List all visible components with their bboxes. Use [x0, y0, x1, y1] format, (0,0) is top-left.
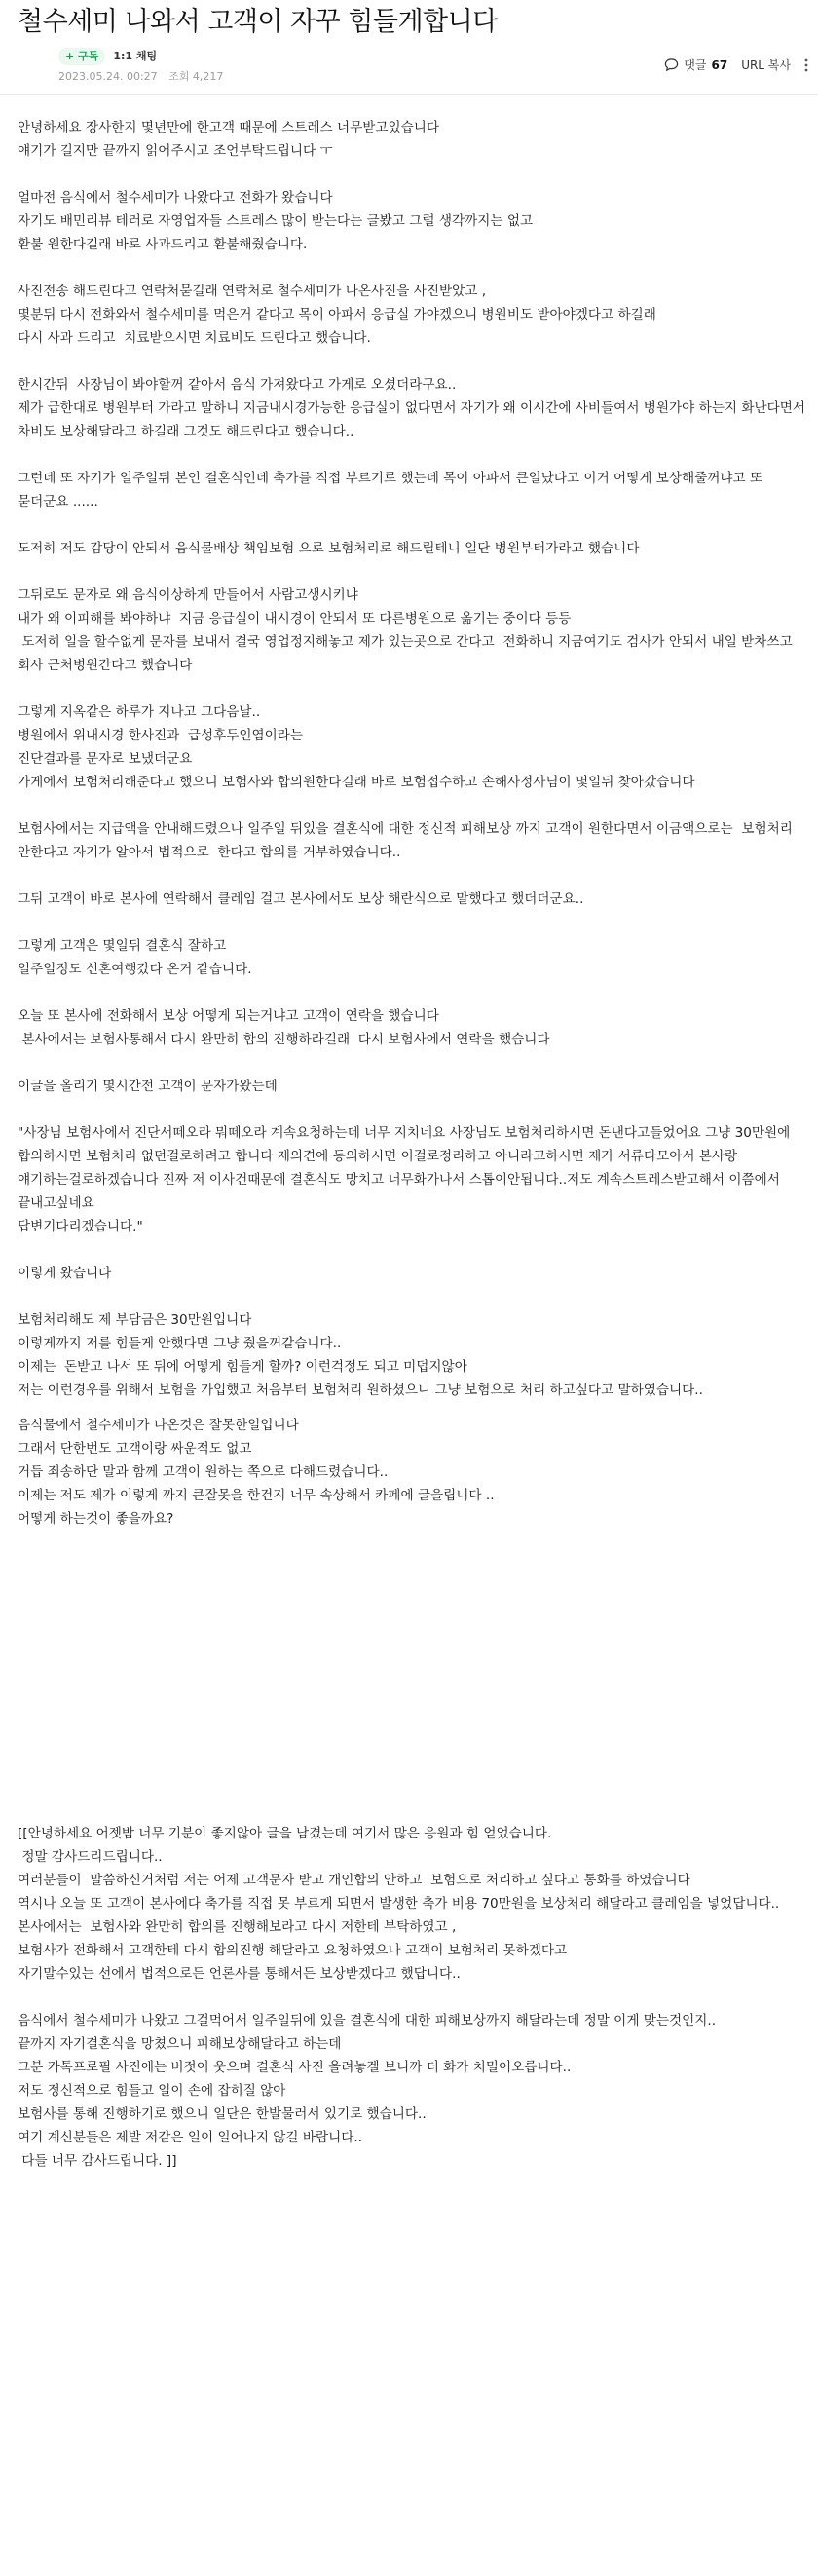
body-paragraph: 이렇게 왔습니다	[18, 1266, 112, 1281]
comments-button[interactable]	[664, 57, 727, 73]
body-paragraph: 한시간뒤 사장님이 봐야할꺼 같아서 음식 가져왔다고 가게로 오셨더라구요.. 제가 급한대로 병원부터 가라고 말하니 지금내시경가능한 응급실이 없다면서 자기가 왜 이시간에 사비들여서 병원가야 하는지 화난다면서 차비도 보상해달라고 하길래 그것도 해드린다고 했습니다..	[18, 377, 805, 439]
post-date: 2023.05.24. 00:27	[58, 70, 158, 83]
comments-label: 댓글	[684, 58, 707, 72]
body-paragraph: 그뒤로도 문자로 왜 음식이상하게 만들어서 사람고생시키냐 내가 왜 이피해를 봐야하냐 지금 응급실이 내시경이 안되서 또 다른병원으로 옮기는 중이다 등등 도저히 일을 할수없게 문자를 보내서 결국 영업정지해놓고 제가 있는곳으로 간다고 전화하니 지금여기도 검사가 안되서 내일 받차쓰고 회사 근처병원간다고 했습니다	[18, 587, 793, 673]
body-paragraph: 보험처리해도 제 부담금은 30만원입니다 이렇게까지 저를 힘들게 안했다면 그냥 줬을꺼같습니다.. 이제는 돈받고 나서 또 뒤에 어떻게 힘들게 할까? 이런걱정도 되고 미덥지않아 저는 이런경우를 위해서 보험을 가입했고 처음부터 보험처리 원하셨으니 그냥 보험으로 처리 하고싶다고 말하였습니다..	[18, 1312, 703, 1398]
blank-space	[18, 1554, 808, 1822]
post-date-views	[58, 68, 231, 84]
post-body	[18, 116, 808, 2196]
body-paragraph: 그렇게 고객은 몇일뒤 결혼식 잘하고 일주일정도 신혼여행갔다 온거 같습니다.	[18, 938, 252, 977]
more-vertical-icon	[804, 58, 808, 72]
body-paragraph: 그런데 또 자기가 일주일뒤 본인 결혼식인데 축가를 직접 부르기로 했는데 목이 아파서 큰일났다고 이거 어떻게 보상해줄꺼냐고 또 묻더군요 ......	[18, 471, 767, 510]
author-meta	[58, 47, 157, 66]
body-paragraph: 이글을 올리기 몇시간전 고객이 문자가왔는데	[18, 1079, 278, 1094]
body-paragraph: 보험사에서는 지급액을 안내해드렸으나 일주일 뒤있을 결혼식에 대한 정신적 피해보상 까지 고객이 원한다면서 이금액으로는 보험처리 안한다고 자기가 알아서 법적으로 한다고 합의를 거부하였습니다..	[18, 821, 798, 860]
subscribe-button[interactable]: + 구독	[58, 48, 105, 65]
update-paragraph: [[안녕하세요 어젯밤 너무 기분이 좋지않아 글을 남겼는데 여기서 많은 응원과 힘 얻었습니다. 정말 감사드리드립니다.. 여러분들이 말씀하신거처럼 저는 어제 고객문자 받고 개인합의 안하고 보험으로 처리하고 싶다고 통화를 하였습니다 역시나 오늘 또 고객이 본사에다 축가를 직접 못 부르게 되면서 발생한 축가 비용 70만원을 보상처리 해달라고 클레임을 넣었답니다.. 본사에서는 보험사와 완만히 합의를 진행해보라고 다시 저한테 부탁하였고 , 보험사가 전화해서 고객한테 다시 합의진행 해달라고 요청하였으나 고객이 보험처리 못하겠다고 자기말수있는 선에서 법적으로든 언론사를 통해서든 보상받겠다고 했답니다..	[18, 1826, 780, 1982]
body-paragraph: 음식물에서 철수세미가 나온것은 잘못한일입니다 그래서 단한번도 고객이랑 싸운적도 없고 거듭 죄송하단 말과 함께 고객이 원하는 쪽으로 다해드렸습니다.. 이제는 저도 제가 이렇게 까지 큰잘못을 한건지 너무 속상해서 카페에 글을립니다 .. 어떻게 하는것이 좋을까요?	[18, 1418, 495, 1527]
body-paragraph: 안녕하세요 장사한지 몇년만에 한고객 때문에 스트레스 너무받고있습니다 얘기가 길지만 끝까지 읽어주시고 조언부탁드립니다 ㅜ	[18, 120, 440, 159]
url-copy-label: URL 복사	[741, 58, 791, 72]
header-divider	[0, 94, 818, 95]
post-actions	[664, 57, 808, 73]
body-paragraph: 그렇게 지옥같은 하루가 지나고 그다음날.. 병원에서 위내시경 한사진과 급성후두인염이라는 진단결과를 문자로 보냈더군요 가게에서 보험처리해준다고 했으니 보험사와 합의원한다길래 바로 보험접수하고 손해사정사님이 몇일뒤 찾아갔습니다	[18, 704, 695, 790]
body-paragraph: 얼마전 음식에서 철수세미가 나왔다고 전화가 왔습니다 자기도 배민리뷰 테러로 자영업자들 스트레스 많이 받는다는 글봤고 그럴 생각까지는 없고 환불 원한다길래 바로 사과드리고 환불해줬습니다.	[18, 190, 534, 252]
body-paragraph: 도저히 저도 감당이 안되서 음식물배상 책임보험 으로 보험처리로 해드릴테니 일단 병원부터가라고 했습니다	[18, 541, 640, 556]
body-paragraph: 오늘 또 본사에 전화해서 보상 어떻게 되는거냐고 고객이 연락을 했습니다 본사에서는 보험사통해서 다시 완만히 합의 진행하라길래 다시 보험사에서 연락을 했습니다	[18, 1008, 550, 1047]
chat-button[interactable]: 1:1 채팅	[113, 50, 158, 62]
comments-count: 67	[711, 57, 728, 72]
body-paragraph: "사장님 보험사에서 진단서떼오라 뭐떼오라 계속요청하는데 너무 지치네요 사장님도 보험처리하시면 돈낸다고들었어요 그냥 30만원에 합의하시면 보험처리 없던걸로하려고 합니다 제의견에 동의하시면 이걸로정리하고 아니라고하시면 제가 서류다모아서 본사랑 얘기하는걸로하겠습니다 진짜 저 이사건때문에 결혼식도 망치고 너무화가나서 스톱이안됩니다..저도 계속스트레스받고해서 이쯤에서 끝내고싶네요 답변기다리겠습니다."	[18, 1125, 791, 1234]
comment-icon	[664, 57, 679, 72]
more-menu-button[interactable]	[804, 58, 808, 72]
url-copy-button[interactable]	[741, 57, 791, 73]
post-title: 철수세미 나와서 고객이 자꾸 힘들게합니다	[18, 7, 498, 37]
body-paragraph: 사진전송 해드린다고 연락처묻길래 연락처로 철수세미가 나온사진을 사진받았고 , 몇분뒤 다시 전화와서 철수세미를 먹은거 같다고 목이 아파서 응급실 가야겠으니 병원비도 받아야겠다고 하길래 다시 사과 드리고 치료받으시면 치료비도 드린다고 했습니다.	[18, 284, 656, 346]
update-paragraph: 음식에서 철수세미가 나왔고 그걸먹어서 일주일뒤에 있을 결혼식에 대한 피해보상까지 해달라는데 정말 이게 맞는것인지.. 끝까지 자기결혼식을 망쳤으니 피해보상해달라고 하는데 그분 카톡프로필 사진에는 버젓이 웃으며 결혼식 사진 올려놓겔 보니까 더 화가 치밀어오릅니다.. 저도 정신적으로 힘들고 일이 손에 잡히질 않아 보험사를 통해 진행하기로 했으니 일단은 한발물러서 있기로 했습니다.. 여기 계신분들은 제발 저같은 일이 일어나지 않길 바랍니다.. 다들 너무 감사드립니다. ]]	[18, 2013, 717, 2169]
post-views: 조회 4,217	[168, 70, 224, 83]
body-paragraph: 그뒤 고객이 바로 본사에 연락해서 클레임 걸고 본사에서도 보상 해란식으로 말했다고 했더더군요..	[18, 891, 584, 907]
